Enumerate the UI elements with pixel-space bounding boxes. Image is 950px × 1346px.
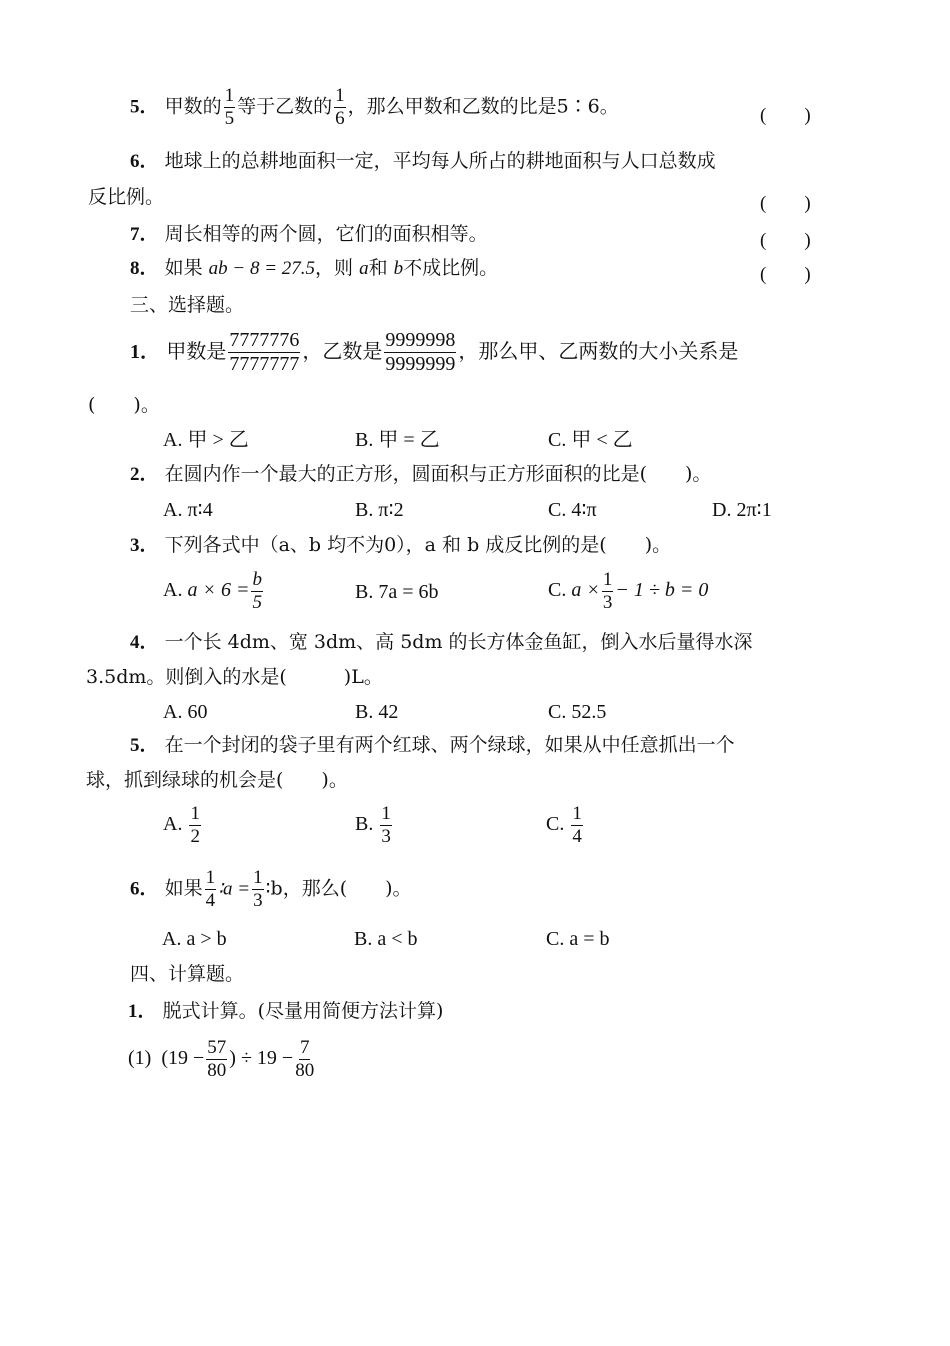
option-a[interactable]: A. a × 6 = $\frac{b}{5}$ [163, 569, 262, 613]
option-c[interactable]: C. $\frac{1}{4}$ [546, 803, 582, 847]
option-a[interactable]: A. 甲 > 乙 [163, 429, 249, 451]
mc-question-3: 3． 下列各式中（a、b 均不为0），a 和 b 成反比例的是( )。 [130, 534, 672, 556]
answer-paren[interactable]: ( ) [760, 230, 811, 251]
option-c[interactable]: C. a × $\frac{1}{3}$ − 1 ÷ b = 0 [548, 569, 709, 613]
option-b[interactable]: B. 7a = 6b [355, 581, 439, 603]
tf-question-6-line2: 反比例。 [88, 186, 165, 208]
mc-question-4-line2: 3.5dm。则倒入的水是( )L。 [86, 666, 383, 688]
option-c[interactable]: C. 52.5 [548, 701, 607, 723]
tf-question-8: 8． 如果 ab − 8 = 27.5，则 a和 b不成比例。 [130, 257, 499, 279]
answer-paren[interactable]: ( ) [760, 193, 811, 214]
fraction: $\frac{b}{5}$ [252, 569, 262, 613]
fraction: $\frac{1}{3}$ [602, 569, 613, 613]
fraction: $\frac{1}{6}$ [335, 85, 345, 129]
calc-problem-1: (1) (19 − $\frac{57}{80}$ ) ÷ 19 − $\frac{7}{80}$ [128, 1037, 315, 1081]
mc-question-1-line2: ( )。 [88, 394, 160, 416]
option-c[interactable]: C. 甲 < 乙 [548, 429, 633, 451]
tf-question-6: 6． 地球上的总耕地面积一定，平均每人所占的耕地面积与人口总数成 [130, 150, 716, 172]
tf-question-7: 7． 周长相等的两个圆，它们的面积相等。 [130, 223, 488, 245]
mc-question-4: 4． 一个长 4dm、宽 3dm、高 5dm 的长方体金鱼缸，倒入水后量得水深 [130, 631, 753, 653]
fraction: $\frac{1}{2}$ [190, 803, 200, 847]
fraction: $\frac{1}{4}$ [205, 867, 216, 911]
answer-paren[interactable]: ( ) [760, 264, 811, 285]
fraction: $\frac{57}{80}$ [207, 1037, 227, 1081]
tf-question-5: 5． 甲数的 $\frac{1}{5}$ 等于乙数的 $\frac{1}{6}$ ，那么甲数和乙数的比是5∶6。 [130, 85, 619, 129]
mc-question-1: 1． 甲数是 $\frac{7777776}{7777777}$ ，乙数是 $\frac{9999998}{9999999}$ ，那么甲、乙两数的大小关系是 [130, 329, 739, 375]
option-c[interactable]: C. a = b [546, 928, 610, 950]
calc-question-1: 1． 脱式计算。(尽量用简便方法计算) [128, 1000, 444, 1022]
option-c[interactable]: C. 4∶π [548, 499, 597, 521]
option-b[interactable]: B. 甲 = 乙 [355, 429, 440, 451]
option-b[interactable]: B. $\frac{1}{3}$ [355, 803, 391, 847]
fraction: $\frac{7777776}{7777777}$ [229, 329, 300, 375]
option-a[interactable]: A. $\frac{1}{2}$ [163, 803, 200, 847]
section-title-calculation: 四、计算题。 [130, 963, 245, 985]
option-d[interactable]: D. 2π∶1 [712, 499, 772, 521]
fraction: $\frac{7}{80}$ [295, 1037, 315, 1081]
fraction: $\frac{1}{3}$ [253, 867, 263, 911]
option-b[interactable]: B. π∶2 [355, 499, 404, 521]
option-a[interactable]: A. π∶4 [163, 499, 213, 521]
fraction: $\frac{1}{3}$ [381, 803, 391, 847]
option-a[interactable]: A. a > b [162, 928, 227, 950]
option-a[interactable]: A. 60 [163, 701, 208, 723]
fraction: $\frac{9999998}{9999999}$ [385, 329, 456, 375]
mc-question-5: 5． 在一个封闭的袋子里有两个红球、两个绿球，如果从中任意抓出一个 [130, 734, 735, 756]
answer-paren[interactable]: ( ) [760, 105, 811, 126]
mc-question-5-line2: 球，抓到绿球的机会是( )。 [86, 769, 348, 791]
option-b[interactable]: B. a < b [354, 928, 418, 950]
fraction: $\frac{1}{4}$ [572, 803, 582, 847]
mc-question-2: 2． 在圆内作一个最大的正方形，圆面积与正方形面积的比是( )。 [130, 463, 712, 485]
option-b[interactable]: B. 42 [355, 701, 399, 723]
mc-question-6: 6． 如果 $\frac{1}{4}$ ∶a = $\frac{1}{3}$ ∶b，那么( )。 [130, 867, 412, 911]
fraction: $\frac{1}{5}$ [224, 85, 235, 129]
section-title-choice: 三、选择题。 [130, 294, 245, 316]
